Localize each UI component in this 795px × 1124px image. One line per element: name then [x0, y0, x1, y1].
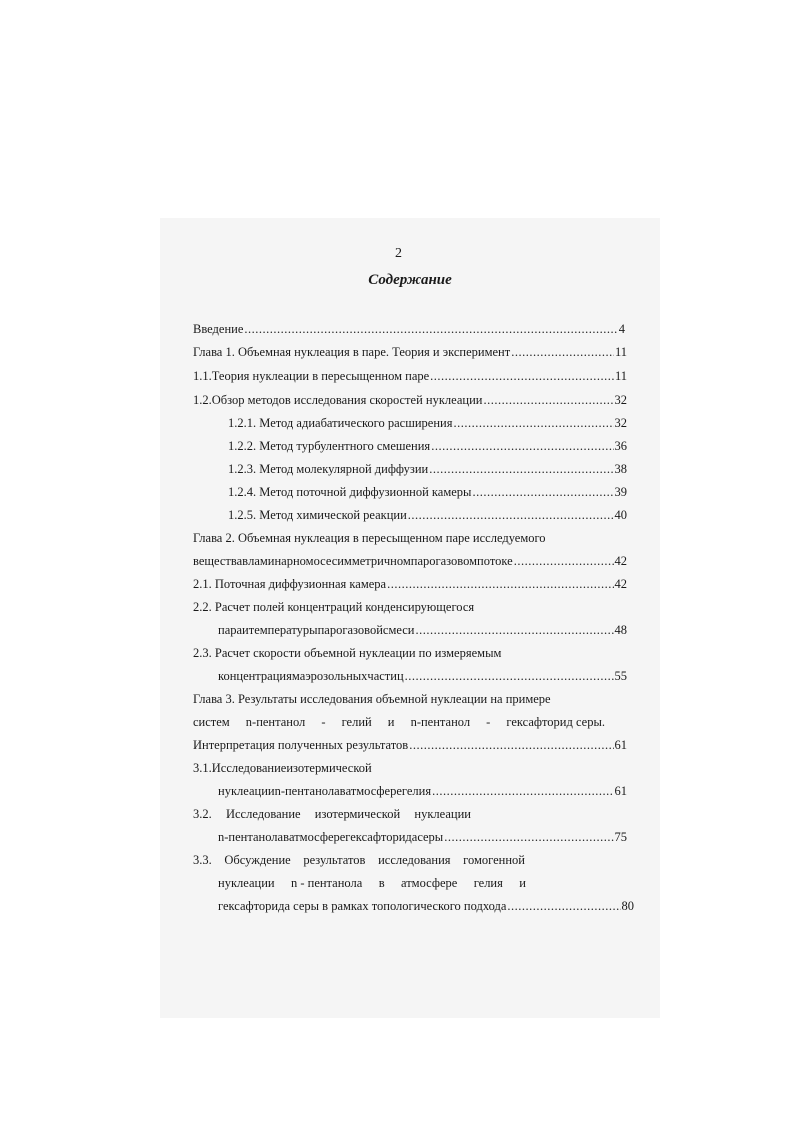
leader-dots	[483, 392, 613, 408]
word: и	[519, 876, 526, 890]
leader-dots	[409, 737, 613, 753]
toc-entry-page: 42	[614, 577, 627, 591]
leader-dots	[387, 576, 613, 592]
leader-dots	[430, 368, 614, 384]
toc-entry-chapter-2-line-2[interactable]	[193, 553, 627, 569]
word: -	[486, 715, 491, 729]
word: Обсуждение	[224, 853, 291, 867]
toc-entry-page: 61	[614, 738, 627, 752]
word: в	[242, 554, 249, 568]
toc-entry-2-3-line-1[interactable]	[193, 645, 501, 661]
word: гелия	[473, 876, 503, 890]
toc-entry-3-1-line-1[interactable]	[193, 760, 372, 776]
toc-entry-3-2-line-1[interactable]	[193, 806, 471, 822]
toc-entry-number: 1.2.	[193, 393, 212, 407]
word: потоке	[477, 554, 513, 568]
word: гомогенной	[463, 853, 525, 867]
toc-entry-chapter-2-line-1[interactable]	[193, 530, 546, 546]
toc-entry-page: 32	[614, 393, 627, 407]
toc-entry-title: Глава 1. Объемная нуклеация в паре. Теория и эксперимент	[193, 345, 511, 359]
toc-entry-title: 1.2.2. Метод турбулентного смешения	[228, 439, 431, 453]
toc-entry-page: 39	[614, 485, 627, 499]
word: и	[387, 715, 395, 729]
toc-entry-page: 36	[614, 439, 627, 453]
word: вещества	[193, 554, 243, 568]
word: и	[242, 623, 249, 637]
word: 3.1.	[193, 761, 212, 775]
toc-entry-title: Теория нуклеации в пересыщенном паре	[211, 369, 430, 383]
toc-entry-chapter-3-line-1[interactable]	[193, 691, 551, 707]
word: аэрозольных	[299, 669, 368, 683]
word: осесимметричном	[313, 554, 411, 568]
word: смеси	[382, 623, 415, 637]
toc-entry-3-3-line-3[interactable]	[218, 898, 634, 914]
toc-entry-title: 2.3. Расчет скорости объемной нуклеации по измеряемым	[193, 646, 502, 660]
toc-entry-1-2[interactable]	[193, 392, 627, 408]
toc-entry-title: Обзор методов исследования скоростей нуклеации	[211, 393, 483, 407]
leader-dots	[432, 783, 613, 799]
leader-dots	[408, 507, 614, 523]
word: ламинарном	[248, 554, 314, 568]
word: гелий	[341, 715, 372, 729]
word: частиц	[367, 669, 404, 683]
toc-entry-1-2-5[interactable]	[228, 507, 627, 523]
toc-entry-2-2-line-1[interactable]	[193, 599, 474, 615]
word: результатов	[303, 853, 366, 867]
toc-entry-number: 1.1.	[193, 369, 212, 383]
toc-entry-3-2-line-2[interactable]	[218, 829, 627, 845]
toc-entry-page: 38	[614, 462, 627, 476]
word: температуры	[248, 623, 318, 637]
word: атмосфере	[400, 876, 458, 890]
word: в	[378, 876, 385, 890]
toc-entry-title: 1.2.4. Метод поточной диффузионной камеры	[228, 485, 472, 499]
toc-entry-page: 4	[618, 322, 625, 336]
toc-entry-title: 1.2.5. Метод химической реакции	[228, 508, 407, 522]
toc-entry-title-justified	[218, 668, 404, 684]
toc-entry-title: Введение	[193, 322, 244, 336]
toc-entry-title: 2.1. Поточная диффузионная камера	[193, 577, 387, 591]
toc-entry-page: 42	[614, 554, 627, 568]
word: атмосфере	[288, 830, 346, 844]
leader-dots	[511, 344, 614, 360]
word: 3.3.	[193, 853, 212, 867]
word: гелия	[401, 784, 432, 798]
toc-entry-page: 32	[614, 416, 627, 430]
word: нуклеации	[218, 876, 275, 890]
toc-entry-title-justified	[218, 622, 414, 638]
toc-entry-page: 11	[614, 369, 627, 383]
toc-entry-title-justified	[218, 783, 431, 799]
toc-entry-3-3-line-1[interactable]	[193, 852, 525, 868]
toc-entry-title-justified	[193, 553, 513, 569]
toc-entry-2-3-line-2[interactable]	[218, 668, 627, 684]
leader-dots	[415, 622, 613, 638]
word: изотермической	[314, 807, 401, 821]
leader-dots	[244, 321, 617, 337]
toc-entry-title: Глава 3. Результаты исследования объемной нуклеации на примере	[193, 692, 551, 706]
toc-entry-title-justified	[218, 829, 443, 845]
toc-entry-chapter-1[interactable]	[193, 344, 627, 360]
toc-entry-title: гексафторида серы в рамках топологического подхода	[218, 899, 507, 913]
toc-entry-title: 1.2.1. Метод адиабатического расширения	[228, 416, 453, 430]
toc-entry-intro[interactable]	[193, 321, 625, 337]
toc-entry-title: 1.2.3. Метод молекулярной диффузии	[228, 462, 429, 476]
word: атмосфере	[345, 784, 402, 798]
word: n-пентанола	[218, 830, 284, 844]
leader-dots	[514, 553, 614, 569]
word: гексафторид серы.	[506, 715, 605, 729]
word: пара	[218, 623, 243, 637]
toc-entry-page: 80	[621, 899, 634, 913]
toc-entry-page: 61	[614, 784, 627, 798]
word: n - пентанола	[290, 876, 363, 890]
page-number: 2	[395, 246, 402, 261]
toc-entry-title: Глава 2. Объемная нуклеация в пересыщенном паре исследуемого	[193, 531, 546, 545]
word: гексафторида	[345, 830, 418, 844]
toc-entry-1-2-3[interactable]	[228, 461, 627, 477]
toc-entry-title: 2.2. Расчет полей концентраций конденсирующегося	[193, 600, 475, 614]
word: в	[339, 784, 346, 798]
toc-entry-chapter-3-line-2[interactable]	[193, 714, 605, 730]
word: -	[321, 715, 326, 729]
toc-entry-title: Интерпретация полученных результатов	[193, 738, 409, 752]
word: 3.2.	[193, 807, 212, 821]
word: концентрациям	[218, 669, 300, 683]
toc-entry-page: 40	[614, 508, 627, 522]
word: серы	[417, 830, 444, 844]
toc-entry-page: 48	[614, 623, 627, 637]
word: Исследование	[211, 761, 287, 775]
word: систем	[193, 715, 230, 729]
word: нуклеации	[414, 807, 471, 821]
leader-dots	[431, 438, 613, 454]
toc-entry-3-1-line-2[interactable]	[218, 783, 627, 799]
toc-entry-page: 75	[614, 830, 627, 844]
toc-entry-2-2-line-2[interactable]	[218, 622, 627, 638]
toc-entry-1-2-4[interactable]	[228, 484, 627, 500]
word: n-пентанол	[245, 715, 306, 729]
word: парогазовой	[317, 623, 383, 637]
word: Исследование	[225, 807, 301, 821]
word: в	[283, 830, 289, 844]
toc-entry-2-1[interactable]	[193, 576, 627, 592]
word: нуклеации	[218, 784, 275, 798]
toc-entry-1-2-1[interactable]	[228, 415, 627, 431]
word: исследования	[378, 853, 451, 867]
word: изотермической	[286, 761, 372, 775]
toc-entry-1-2-2[interactable]	[228, 438, 627, 454]
toc-entry-1-1[interactable]	[193, 368, 627, 384]
leader-dots	[405, 668, 614, 684]
leader-dots	[507, 898, 620, 914]
word: n-пентанол	[410, 715, 471, 729]
word: парогазовом	[410, 554, 478, 568]
leader-dots	[472, 484, 613, 500]
toc-entry-chapter-3-line-3[interactable]	[193, 737, 627, 753]
leader-dots	[429, 461, 613, 477]
leader-dots	[444, 829, 613, 845]
word: n-пентанола	[274, 784, 340, 798]
leader-dots	[453, 415, 613, 431]
contents-heading: Содержание	[368, 272, 452, 288]
toc-entry-page: 55	[614, 669, 627, 683]
toc-entry-page: 11	[614, 345, 627, 359]
toc-entry-3-3-line-2[interactable]	[218, 875, 526, 891]
